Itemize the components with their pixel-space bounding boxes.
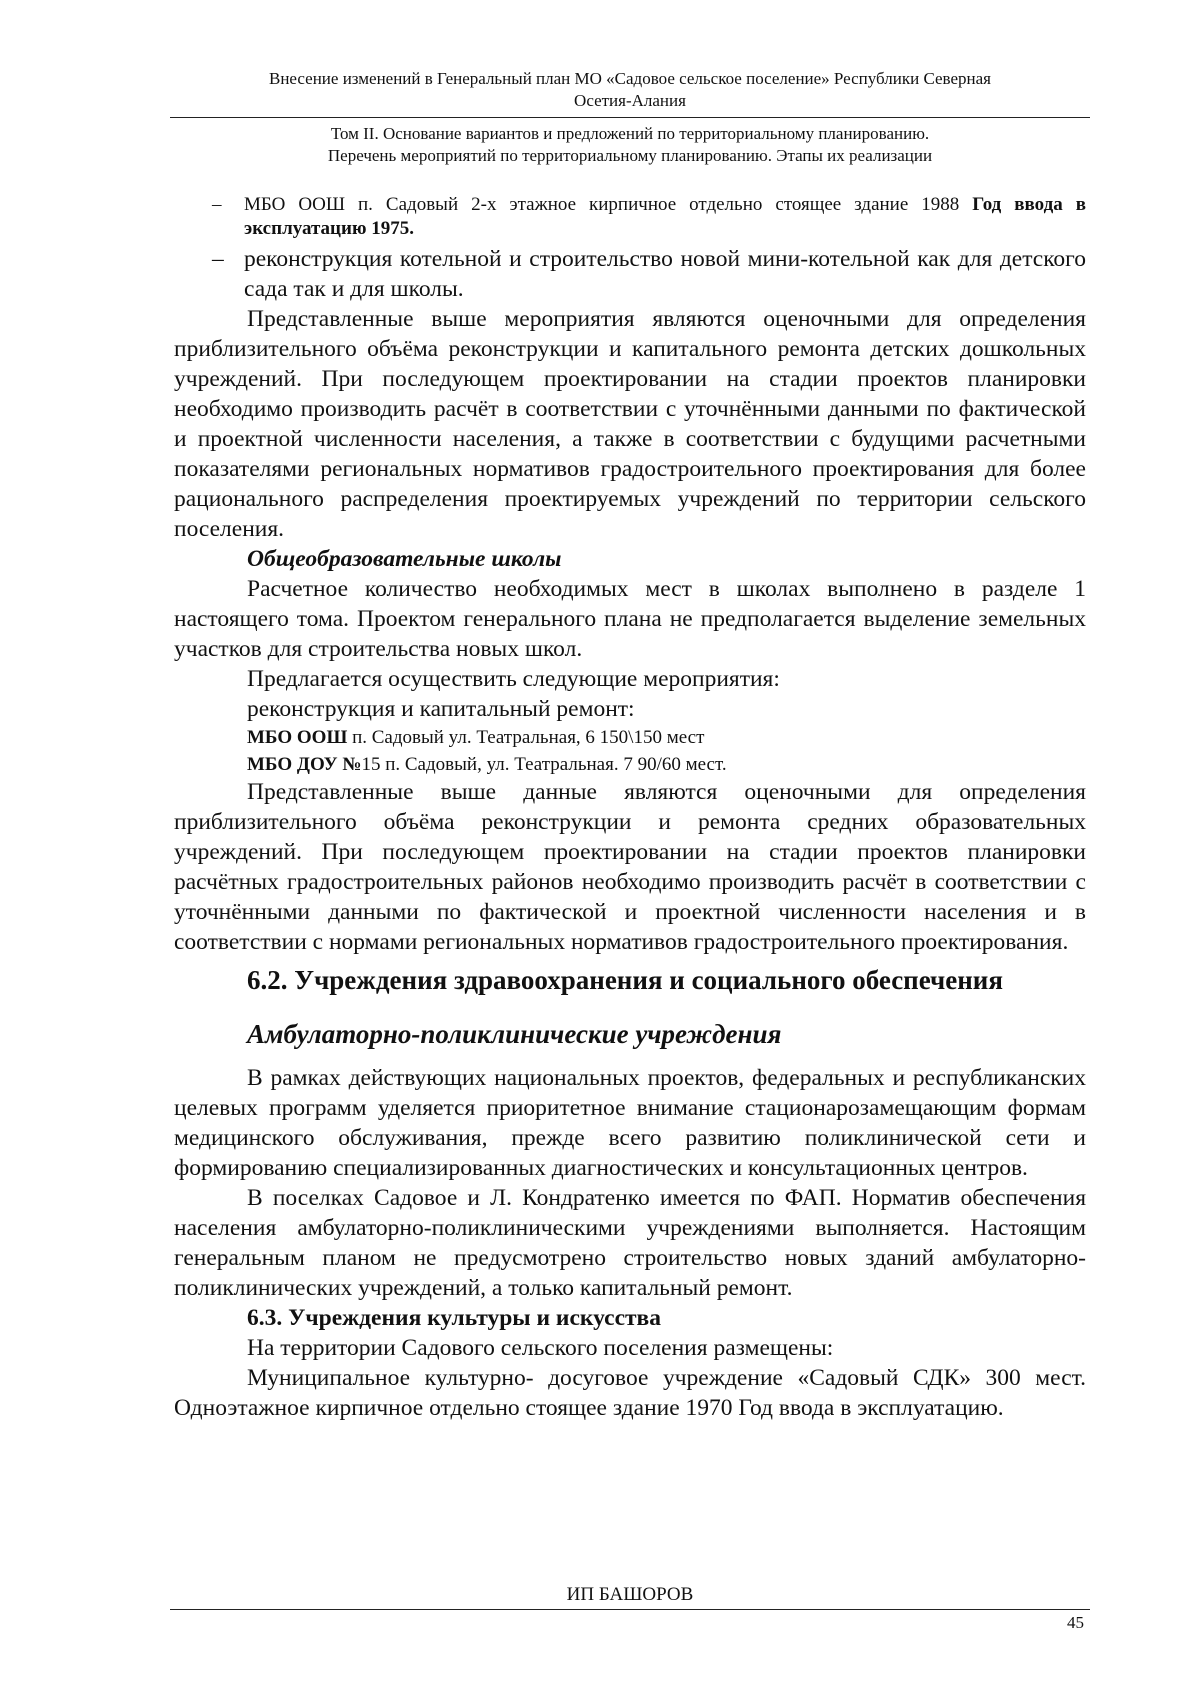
paragraph: В рамках действующих национальных проектов, федеральных и республиканских целевых программ уделяется приоритетное внимание стационарозамещающим формам медицинского обслуживания, прежде всего развитию поликлинической сети и формированию специализированных диагностических и консультационных центров.: [174, 1065, 1086, 1181]
section-heading-6-2: 6.2. Учреждения здравоохранения и социального обеспечения: [247, 965, 1003, 995]
header-line-3: Том II. Основание вариантов и предложений по территориальному планированию.: [330, 124, 930, 143]
paragraph: В поселках Садовое и Л. Кондратенко имеется по ФАП. Норматив обеспечения населения амбулаторно-поликлиническими учреждениями выполняется. Настоящим генеральным планом не предусмотрено строительство новых зданий амбулаторно-поликлинических учреждений, а только капитальный ремонт.: [174, 1185, 1086, 1301]
school-list-item: [174, 753, 1086, 777]
header-line-4: Перечень мероприятий по территориальному планированию. Этапы их реализации: [327, 146, 933, 165]
school-item-text: 15 п. Садовый, ул. Театральная. 7 90/60 мест.: [361, 754, 727, 775]
bullet-item: [174, 244, 1086, 304]
school-item-bold: МБО ООШ: [247, 727, 348, 748]
text-line: Предлагается осуществить следующие мероприятия:: [247, 666, 780, 692]
paragraph: Расчетное количество необходимых мест в школах выполнено в разделе 1 настоящего тома. Проектом генерального плана не предполагается выделение земельных участков для строительства новых школ.: [174, 576, 1086, 662]
running-header-subtitle: [170, 123, 1090, 167]
running-header-title: [170, 68, 1090, 112]
page-number: 45: [1067, 1613, 1084, 1632]
header-line-1: Внесение изменений в Генеральный план МО «Садовое сельское поселение» Республики Северная: [269, 69, 991, 88]
section-heading-6-3: 6.3. Учреждения культуры и искусства: [247, 1305, 661, 1331]
bullet-text: реконструкция котельной и строительство новой мини-котельной как для детского сада так и для школы.: [244, 246, 1086, 302]
school-item-bold: МБО ДОУ №: [247, 754, 362, 775]
header-rule: [170, 117, 1090, 118]
paragraph: Представленные выше данные являются оценочными для определения приблизительного объёма реконструкции и ремонта средних образовательных учреждений. При последующем проектировании на стадии проектов планировки расчётных градостроительных районов необходимо производить расчёт в соответствии с уточнёнными данными по фактической и проектной численности населения и в соответствии с нормами региональных нормативов градостроительного проектирования.: [174, 779, 1086, 955]
school-item-text: п. Садовый ул. Театральная, 6 150\150 мест: [347, 727, 705, 748]
footer-rule: [170, 1609, 1090, 1610]
school-list-item: [174, 726, 1086, 750]
paragraph: Муниципальное культурно- досуговое учреждение «Садовый СДК» 300 мест. Одноэтажное кирпичное отдельно стоящее здание 1970 Год ввода в эксплуатацию.: [174, 1365, 1086, 1421]
subheading-schools: Общеобразовательные школы: [247, 546, 562, 572]
bullet-dash: –: [212, 246, 224, 272]
bullet-dash: –: [212, 194, 222, 215]
bullet-text: МБО ООШ п. Садовый 2-х этажное кирпичное отдельно стоящее здание 1988: [244, 194, 973, 215]
bullet-bold-text: Год ввода в эксплуатацию 1975.: [244, 194, 1087, 239]
text-line: На территории Садового сельского поселения размещены:: [247, 1335, 834, 1361]
paragraph: Представленные выше мероприятия являются оценочными для определения приблизительного объёма реконструкции и капитального ремонта детских дошкольных учреждений. При последующем проектировании на стадии проектов планировки необходимо производить расчёт в соответствии с уточнёнными данными по фактической и проектной численности населения, а также в соответствии с будущими расчетными показателями региональных нормативов градостроительного проектирования для более рационального распределения проектируемых учреждений по территории сельского поселения.: [174, 306, 1086, 542]
subheading-ambulatory: Амбулаторно-поликлинические учреждения: [247, 1019, 782, 1049]
document-body: [174, 193, 1086, 1423]
footer-company: ИП БАШОРОВ: [566, 1584, 694, 1605]
bullet-item: [174, 193, 1086, 241]
header-line-2: Осетия-Алания: [574, 91, 686, 110]
text-line: реконструкция и капитальный ремонт:: [247, 696, 635, 722]
